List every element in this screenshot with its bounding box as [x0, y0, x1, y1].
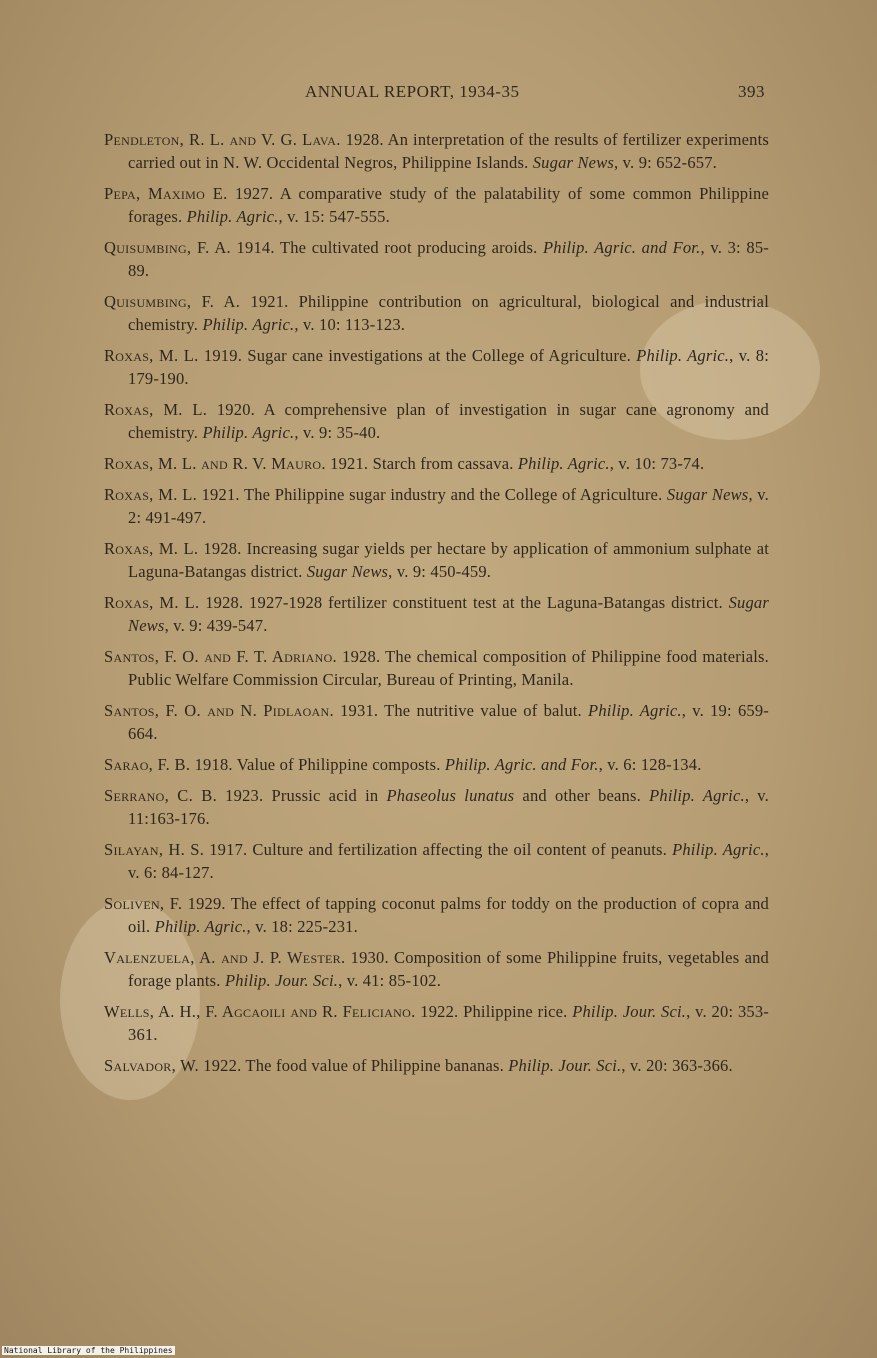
entry-text: 1921. Philippine contribution on agricultural, biological and industrial chemistry. — [128, 292, 769, 334]
entry-journal: Phaseolus lunatus — [386, 786, 515, 805]
bibliography-entry — [104, 452, 769, 475]
entry-text: 1920. A comprehensive plan of investigation in sugar cane agronomy and chemistry. — [128, 400, 770, 442]
entry-citation: , v. 8: 179-190. — [128, 346, 769, 388]
entry-citation: , v. 3: 85-89. — [128, 238, 769, 280]
entry-citation: , v. 9: 652-657. — [614, 153, 717, 172]
entry-citation: , v. 20: 353-361. — [128, 1002, 769, 1044]
entry-citation: , v. 9: 450-459. — [388, 562, 492, 581]
entry-author: Santos, F. O. and N. Pidlaoan. — [104, 701, 334, 720]
entry-text: 1921. The Philippine sugar industry and the College of Agriculture. — [201, 485, 667, 504]
bibliography-entry — [104, 344, 769, 390]
entry-journal: Philip. Agric. — [202, 423, 295, 442]
bibliography-entry — [104, 946, 769, 992]
entry-citation: , v. 41: 85-102. — [338, 971, 442, 990]
bibliography-entry — [104, 128, 769, 174]
bibliography-entry — [104, 1000, 769, 1046]
entry-author: Sarao, F. B. — [104, 755, 191, 774]
entry-author: Silayan, H. S. — [104, 840, 205, 859]
entry-journal: Philip. Agric. and For. — [543, 238, 701, 257]
entry-text: 1914. The cultivated root producing aroids. — [236, 238, 543, 257]
entry-text: 1927. A comparative study of the palatability of some common Philippine forages. — [128, 184, 769, 226]
entry-citation: , v. 19: 659-664. — [128, 701, 769, 743]
entry-author: Santos, F. O. and F. T. Adriano. — [104, 647, 337, 666]
bibliography-entry — [104, 838, 769, 884]
entry-author: Pepa, Maximo E. — [104, 184, 228, 203]
running-head: ANNUAL REPORT, 1934-35 — [305, 82, 520, 101]
entry-citation: , v. 2: 491-497. — [128, 485, 769, 527]
bibliography-entry — [104, 483, 769, 529]
entry-text: 1928. Increasing sugar yields per hectare by application of ammonium sulphate at Laguna-Batangas district. — [128, 539, 769, 581]
bibliography-entry — [104, 784, 769, 830]
entry-author: Roxas, M. L. — [104, 593, 200, 612]
entry-text: 1931. The nutritive value of balut. — [340, 701, 589, 720]
bibliography-entry — [104, 290, 769, 336]
entry-text: 1928. An interpretation of the results of fertilizer experiments carried out in N. W. Occidental Negros, Philippine Islands. — [128, 130, 770, 172]
entry-citation: , v. 10: 73-74. — [609, 454, 705, 473]
entry-text: 1922. Philippine rice. — [420, 1002, 573, 1021]
entry-journal: Philip. Agric. — [588, 701, 682, 720]
entry-journal: Philip. Agric. — [154, 917, 247, 936]
entry-author: Valenzuela, A. and J. P. Wester. — [104, 948, 346, 967]
entry-text: 1928. The chemical composition of Philippine food materials. Public Welfare Commission Circular, Bureau of Printing, Manila. — [128, 647, 769, 689]
entry-journal: Sugar News — [128, 593, 769, 635]
bibliography-entry — [104, 398, 769, 444]
entry-citation: , v. 6: 128-134. — [598, 755, 702, 774]
entry-citation: and other beans. — [514, 786, 650, 805]
entry-author: Salvador, W. — [104, 1056, 199, 1075]
entry-journal: Philip. Agric. and For. — [444, 755, 599, 774]
bibliography-entry — [104, 182, 769, 228]
entry-text: 1921. Starch from cassava. — [330, 454, 518, 473]
entry-author: Serrano, C. B. — [104, 786, 218, 805]
library-credit: National Library of the Philippines — [4, 1346, 173, 1355]
entry-journal: Sugar News — [306, 562, 389, 581]
entry-journal: Philip. Agric. — [672, 840, 765, 859]
entry-citation: , v. 15: 547-555. — [278, 207, 390, 226]
entry-journal: Philip. Jour. Sci. — [508, 1056, 622, 1075]
entry-citation: , v. 18: 225-231. — [246, 917, 358, 936]
entry-text: 1917. Culture and fertilization affecting the oil content of peanuts. — [209, 840, 673, 859]
entry-text: 1922. The food value of Philippine bananas. — [203, 1056, 509, 1075]
entry-citation: , v. 6: 84-127. — [128, 840, 770, 882]
entry-citation: , v. 9: 439-547. — [164, 616, 268, 635]
entry-journal: Sugar News — [532, 153, 615, 172]
entry-text: 1923. Prussic acid in — [225, 786, 387, 805]
entry-author: Roxas, M. L. — [104, 346, 199, 365]
page-number: 393 — [738, 82, 765, 101]
entry-author: Pendleton, R. L. and V. G. Lava. — [104, 130, 341, 149]
entry-journal: Philip. Agric. — [636, 346, 730, 365]
entry-journal: Philip. Jour. Sci. — [224, 971, 339, 990]
entry-text: 1919. Sugar cane investigations at the College of Agriculture. — [203, 346, 637, 365]
bibliography-entry — [104, 699, 769, 745]
entry-journal: Philip. Agric. — [649, 786, 745, 805]
entry-text: 1930. Composition of some Philippine fruits, vegetables and forage plants. — [128, 948, 769, 990]
entry-text: 1918. Value of Philippine composts. — [194, 755, 445, 774]
entry-citation: , v. 20: 363-366. — [621, 1056, 733, 1075]
page-header — [0, 82, 877, 106]
entry-journal: Philip. Agric. — [202, 315, 295, 334]
entry-text: 1929. The effect of tapping coconut palms for toddy on the production of copra and oil. — [128, 894, 769, 936]
bibliography-entry — [104, 645, 769, 691]
bibliography-entry — [104, 892, 769, 938]
bibliography-entry — [104, 537, 769, 583]
entry-author: Quisumbing, F. A. — [104, 292, 241, 311]
entry-author: Roxas, M. L. — [104, 539, 199, 558]
entry-journal: Philip. Jour. Sci. — [572, 1002, 687, 1021]
entry-journal: Philip. Agric. — [517, 454, 610, 473]
entry-text: 1928. 1927-1928 fertilizer constituent test at the Laguna-Batangas district. — [205, 593, 729, 612]
bibliography-entry — [104, 1054, 769, 1077]
entry-author: Quisumbing, F. A. — [104, 238, 231, 257]
entry-author: Wells, A. H., F. Agcaoili and R. Feliciano. — [104, 1002, 416, 1021]
entry-author: Roxas, M. L. and R. V. Mauro. — [104, 454, 326, 473]
bibliography-entry — [104, 753, 769, 776]
entry-author: Roxas, M. L. — [104, 485, 198, 504]
entry-journal: Sugar News — [666, 485, 749, 504]
entry-citation: , v. 10: 113-123. — [294, 315, 406, 334]
bibliography-list — [104, 128, 769, 1085]
entry-citation: , v. 11:163-176. — [128, 786, 769, 828]
entry-citation: , v. 9: 35-40. — [294, 423, 381, 442]
entry-author: Soliven, F. — [104, 894, 183, 913]
bibliography-entry — [104, 236, 769, 282]
bibliography-entry — [104, 591, 769, 637]
entry-author: Roxas, M. L. — [104, 400, 208, 419]
entry-journal: Philip. Agric. — [186, 207, 279, 226]
